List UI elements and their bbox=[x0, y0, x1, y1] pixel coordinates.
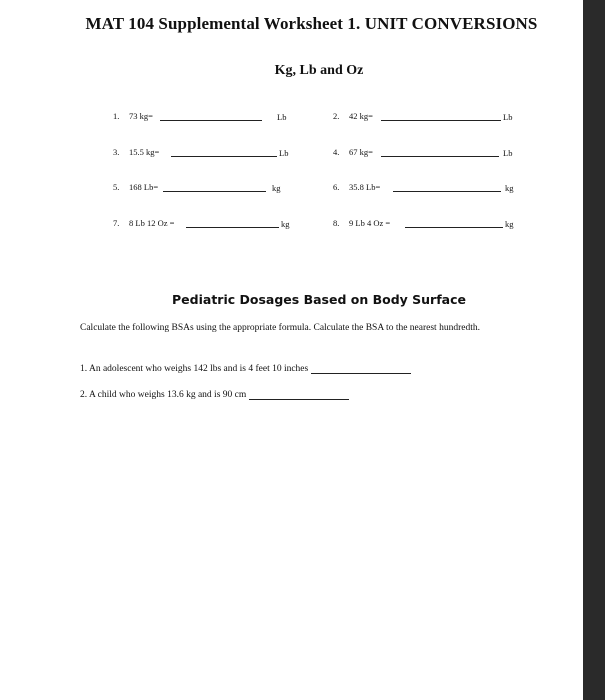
conversion-question-1 bbox=[113, 111, 296, 123]
answer-unit: kg bbox=[505, 219, 514, 229]
answer-blank[interactable] bbox=[405, 227, 503, 228]
answer-unit: Lb bbox=[277, 112, 287, 122]
question-prompt: 168 Lb= bbox=[129, 182, 159, 192]
question-prompt: 15.5 kg= bbox=[129, 147, 160, 157]
answer-unit: kg bbox=[272, 183, 281, 193]
question-number: 6. bbox=[333, 182, 340, 192]
question-number: 8. bbox=[333, 218, 340, 228]
worksheet-title: MAT 104 Supplemental Worksheet 1. UNIT CONVERSIONS bbox=[85, 14, 538, 33]
question-prompt: 35.8 Lb= bbox=[349, 182, 381, 192]
instructions-text: Calculate the following BSAs using the appropriate formula. Calculate the BSA to the nearest hundredth. bbox=[80, 323, 480, 333]
question-number: 7. bbox=[113, 218, 120, 228]
question-number: 2. bbox=[333, 111, 340, 121]
question-number: 1. bbox=[113, 111, 120, 121]
bsa-question-1 bbox=[80, 364, 411, 374]
answer-unit: Lb bbox=[503, 148, 513, 158]
question-prompt: 8 Lb 12 Oz = bbox=[129, 218, 175, 228]
answer-unit: kg bbox=[281, 219, 290, 229]
conversion-question-8 bbox=[333, 218, 523, 230]
conversion-question-5 bbox=[113, 182, 296, 194]
answer-blank[interactable] bbox=[186, 227, 279, 228]
conversion-question-6 bbox=[333, 182, 523, 194]
question-prompt: 42 kg= bbox=[349, 111, 373, 121]
answer-unit: Lb bbox=[503, 112, 513, 122]
worksheet-subtitle: Kg, Lb and Oz bbox=[274, 63, 364, 78]
answer-blank[interactable] bbox=[393, 191, 501, 192]
question-prompt: 73 kg= bbox=[129, 111, 153, 121]
answer-unit: kg bbox=[505, 183, 514, 193]
answer-unit: Lb bbox=[279, 148, 289, 158]
bsa-question-text: 2. A child who weighs 13.6 kg and is 90 cm bbox=[80, 390, 247, 400]
conversion-question-4 bbox=[333, 147, 523, 159]
bsa-question-text: 1. An adolescent who weighs 142 lbs and is 4 feet 10 inches bbox=[80, 364, 309, 374]
conversion-question-2 bbox=[333, 111, 523, 123]
answer-blank[interactable] bbox=[160, 120, 262, 121]
answer-blank[interactable] bbox=[249, 390, 349, 400]
conversion-question-3 bbox=[113, 147, 296, 159]
bsa-question-2 bbox=[80, 390, 349, 400]
section-heading: Pediatric Dosages Based on Body Surface bbox=[172, 292, 466, 307]
conversion-question-7 bbox=[113, 218, 296, 230]
question-number: 5. bbox=[113, 182, 120, 192]
answer-blank[interactable] bbox=[381, 120, 501, 121]
answer-blank[interactable] bbox=[311, 364, 411, 374]
question-prompt: 9 Lb 4 Oz = bbox=[349, 218, 391, 228]
answer-blank[interactable] bbox=[163, 191, 266, 192]
answer-blank[interactable] bbox=[171, 156, 277, 157]
question-prompt: 67 kg= bbox=[349, 147, 373, 157]
answer-blank[interactable] bbox=[381, 156, 499, 157]
question-number: 4. bbox=[333, 147, 340, 157]
question-number: 3. bbox=[113, 147, 120, 157]
